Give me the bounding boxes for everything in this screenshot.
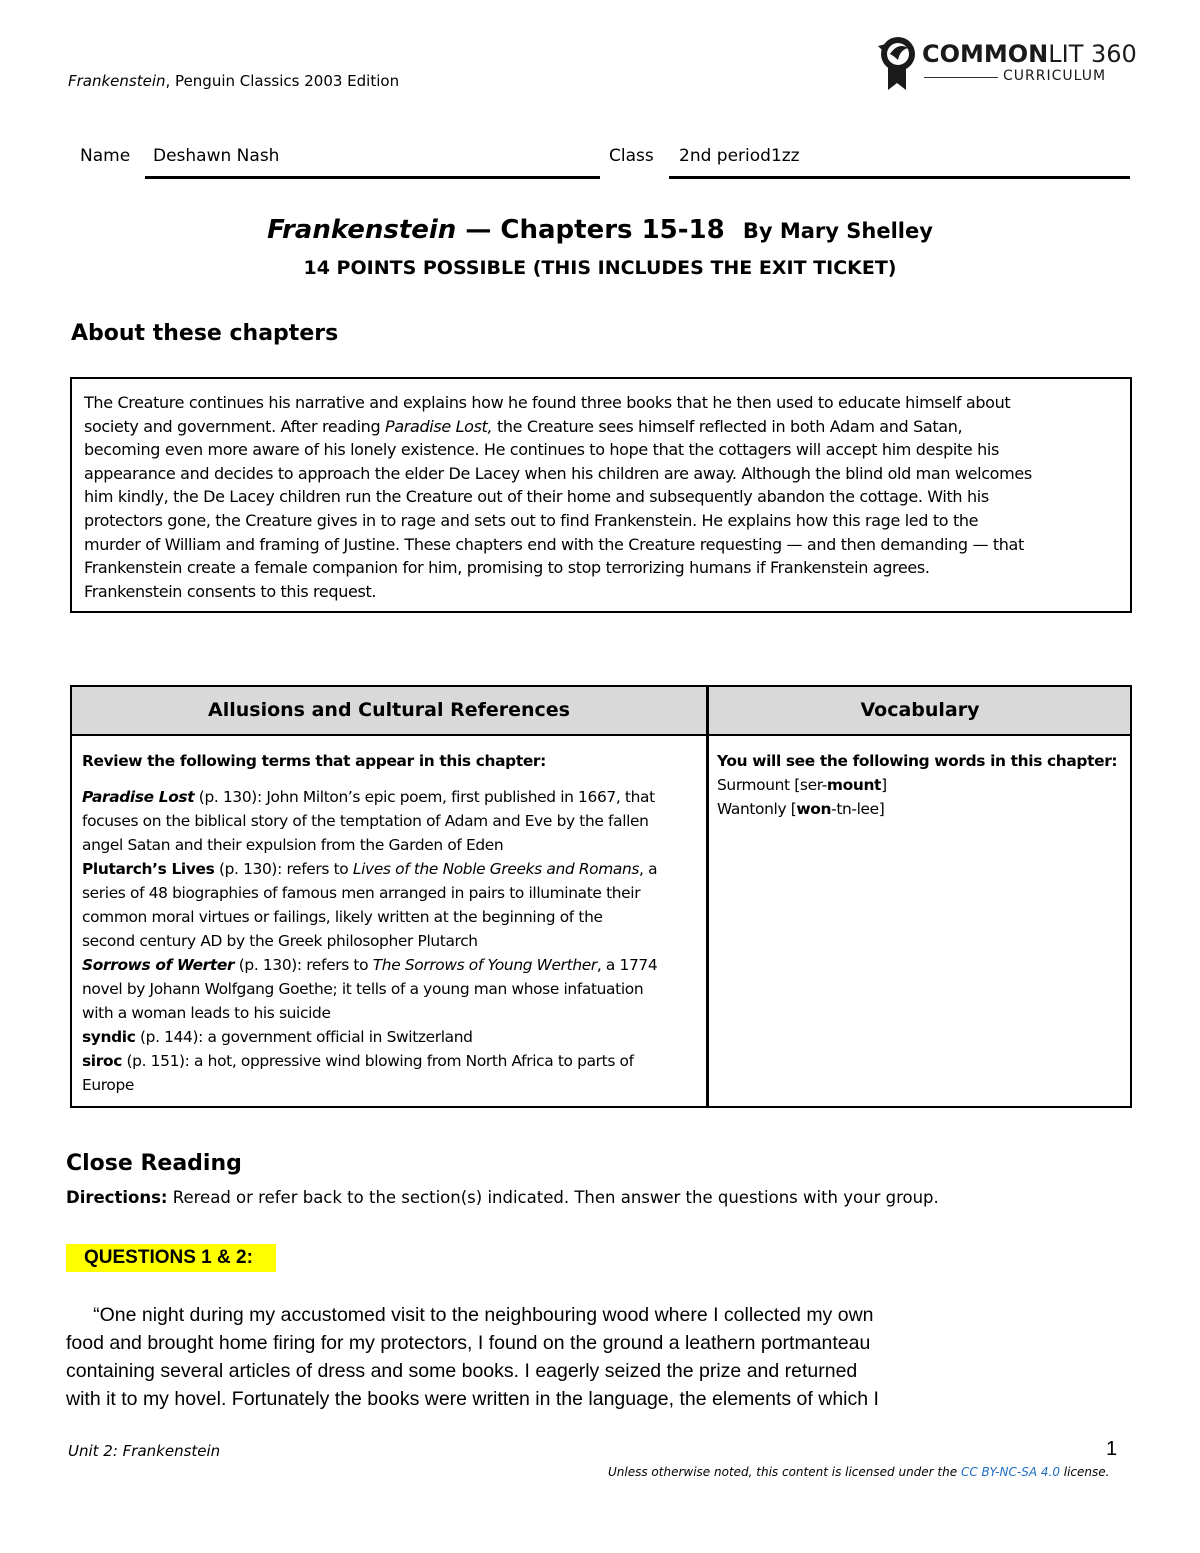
vocab-item: Wantonly [won-tn-lee] [717,800,885,818]
allusion-entry: Plutarch’s Lives (p. 130): refers to Lives of the Noble Greeks and Romans, a [82,860,658,878]
commonlit-badge-icon [876,34,922,92]
passage-line: with it to my hovel. Fortunately the books were written in the language, the elements of which I [66,1388,879,1410]
allusion-entry-line: Europe [82,1076,135,1094]
license-link[interactable]: CC BY-NC-SA 4.0 [960,1465,1060,1479]
about-line: Frankenstein consents to this request. [84,581,377,601]
allusion-entry-line: angel Satan and their expulsion from the Garden of Eden [82,836,504,854]
source-title: Frankenstein [68,72,166,90]
passage-line: containing several articles of dress and some books. I eagerly seized the prize and returned [66,1360,858,1382]
about-line: murder of William and framing of Justine. These chapters end with the Creature requesting — and then demanding — that [84,534,1024,554]
references-table [70,685,1132,1108]
allusion-entry-line: with a woman leads to his suicide [82,1004,331,1022]
about-line: becoming even more aware of his lonely existence. He continues to hope that the cottagers will accept him despite his [84,440,999,460]
vocabulary-header: Vocabulary [860,699,980,721]
directions-label: Directions: [66,1188,168,1207]
name-field[interactable]: Deshawn Nash [153,146,280,166]
about-line: protectors gone, the Creature gives in to rage and sets out to find Frankenstein. He explains how this rage led to the [84,510,979,530]
passage-line: “One night during my accustomed visit to the neighbouring wood where I collected my own [66,1304,874,1326]
license-notice: Unless otherwise noted, this content is licensed under the CC BY-NC-SA 4.0 license. [608,1465,1110,1479]
about-line: society and government. After reading Paradise Lost, the Creature sees himself reflected in both Adam and Satan, [84,416,963,436]
vocabulary-intro: You will see the following words in this chapter: [717,752,1118,770]
brand-subtitle: CURRICULUM [1003,68,1107,84]
vocab-item: Surmount [ser-mount] [717,776,887,794]
brand-light: LIT 360 [1048,40,1137,68]
class-label: Class [609,146,654,166]
question-label: QUESTIONS 1 & 2: [84,1247,253,1268]
page-title [0,215,1200,245]
about-summary-box [70,377,1132,613]
about-line: him kindly, the De Lacey children run the Creature out of their home and subsequently abandon the cottage. With his [84,487,989,507]
source-edition-rest: , Penguin Classics 2003 Edition [165,72,400,90]
allusion-entry-line: common moral virtues or failings, likely written at the beginning of the [82,908,603,926]
allusion-entry: Sorrows of Werter (p. 130): refers to The Sorrows of Young Werther, a 1774 [82,956,658,974]
allusions-cell [82,749,702,1097]
page-number: 1 [1106,1438,1118,1460]
allusions-intro: Review the following terms that appear in this chapter: [82,752,546,770]
passage-line: food and brought home firing for my protectors, I found on the ground a leathern portmanteau [66,1332,871,1354]
class-field[interactable]: 2nd period1zz [679,146,800,166]
title-author: By Mary Shelley [742,219,933,243]
column-divider [706,687,709,1106]
allusion-entry: siroc (p. 151): a hot, oppressive wind blowing from North Africa to parts of [82,1052,634,1070]
brand-bold: COMMON [922,40,1049,68]
points-possible: 14 POINTS POSSIBLE (THIS INCLUDES THE EXIT TICKET) [303,257,897,279]
about-line: Frankenstein create a female companion for him, promising to stop terrorizing humans if Frankenstein agrees. [84,558,930,578]
title-chapters: — Chapters 15-18 [456,215,725,245]
about-line: appearance and decides to approach the elder De Lacey when his children are away. Although the blind old man welcomes [84,463,1032,483]
source-edition [68,72,399,90]
allusion-entry: syndic (p. 144): a government official in Switzerland [82,1028,473,1046]
name-label: Name [80,146,131,166]
class-underline [669,176,1130,179]
footer-unit: Unit 2: Frankenstein [68,1442,221,1460]
allusion-entry-line: focuses on the biblical story of the temptation of Adam and Eve by the fallen [82,812,649,830]
directions [66,1188,939,1207]
close-reading-heading: Close Reading [66,1151,242,1176]
name-underline [145,176,600,179]
about-heading: About these chapters [71,321,339,346]
about-line: The Creature continues his narrative and explains how he found three books that he then used to educate himself about [84,393,1011,412]
allusion-entry-line: second century AD by the Greek philosopher Plutarch [82,932,478,950]
brand-wordmark [922,40,1137,68]
directions-text: Reread or refer back to the section(s) indicated. Then answer the questions with your group. [167,1188,939,1207]
logo-divider [924,77,998,78]
vocabulary-cell [717,749,1127,821]
passage [66,1301,986,1413]
title-book: Frankenstein [267,215,457,245]
allusion-entry: Paradise Lost (p. 130): John Milton’s epic poem, first published in 1667, that [82,788,655,806]
allusion-entry-line: series of 48 biographies of famous men arranged in pairs to illuminate their [82,884,641,902]
allusion-entry-line: novel by Johann Wolfgang Goethe; it tells of a young man whose infatuation [82,980,644,998]
allusions-header: Allusions and Cultural References [208,699,570,721]
